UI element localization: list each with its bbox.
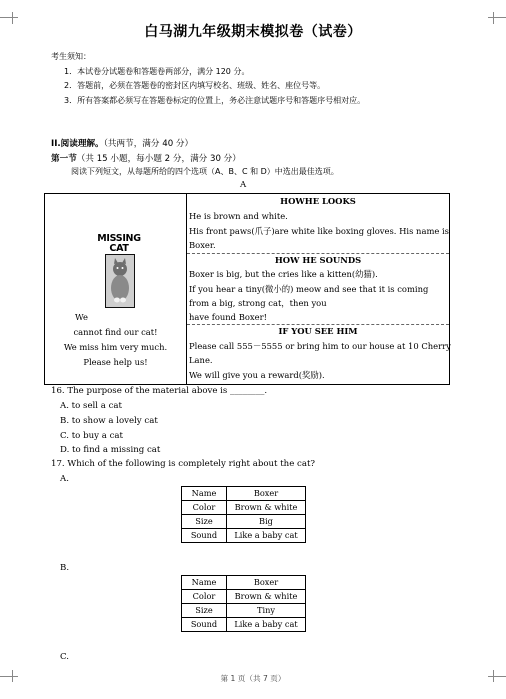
- table-value: Like a baby cat: [227, 618, 306, 632]
- question-16-option-c: C. to buy a cat: [60, 431, 123, 441]
- see-line-2: Lane.: [189, 355, 213, 365]
- option-a-table: [181, 486, 306, 543]
- table-value: Brown & white: [227, 590, 306, 604]
- looks-heading: HOWHE LOOKS: [280, 196, 356, 206]
- option-b-table: [181, 575, 306, 632]
- notice-item-1: 1．本试卷分试题卷和答题卷两部分，满分 120 分。: [64, 67, 250, 76]
- section-title: [51, 139, 193, 150]
- advert-left-line-3: We miss him very much.: [63, 342, 168, 352]
- table-key: Size: [182, 604, 227, 618]
- table-key: Name: [182, 576, 227, 590]
- question-17-option-a: A.: [60, 474, 69, 484]
- question-16-option-d: D. to find a missing cat: [60, 445, 161, 455]
- crop-mark-top-right-h: [488, 17, 506, 18]
- question-17-stem: 17. Which of the following is completely right about the cat?: [51, 459, 316, 469]
- missing-cat-poster: [89, 230, 149, 314]
- section-title-bold: II.阅读理解。: [51, 139, 104, 149]
- section-title-rest: （共两节，满分 40 分）: [103, 139, 194, 149]
- see-line-1: Please call 555－5555 or bring him to our house at 10 Cherry: [189, 341, 451, 351]
- table-value: Tiny: [227, 604, 306, 618]
- table-key: Name: [182, 487, 227, 501]
- table-row: [182, 618, 306, 632]
- table-value: Brown & white: [227, 501, 306, 515]
- instruction: 阅读下列短文，从每题所给的四个选项（A、B、C 和 D）中选出最佳选项。: [71, 167, 339, 176]
- advert-right-panel: [187, 194, 449, 384]
- table-key: Color: [182, 590, 227, 604]
- table-value: Big: [227, 515, 306, 529]
- looks-line-2: His front paws(爪子)are white like boxing gloves. His name is: [189, 226, 449, 236]
- table-key: Color: [182, 501, 227, 515]
- looks-line-3: Boxer.: [189, 240, 216, 250]
- cat-photo: [105, 254, 135, 308]
- table-row: [182, 604, 306, 618]
- sounds-line-2: If you hear a tiny(微小的) meow and see that it is coming: [189, 284, 429, 294]
- table-row: [182, 576, 306, 590]
- advert-left-line-2: cannot find our cat!: [73, 327, 158, 337]
- table-value: Boxer: [227, 487, 306, 501]
- table-key: Size: [182, 515, 227, 529]
- table-value: Boxer: [227, 576, 306, 590]
- part-title-bold: 第一节: [51, 154, 77, 164]
- poster-title-line1: MISSING: [97, 233, 141, 244]
- sounds-line-3: from a big, strong cat，then you: [189, 298, 327, 308]
- advert-left-line-4: Please help us!: [83, 357, 148, 367]
- table-row: [182, 487, 306, 501]
- table-key: Sound: [182, 529, 227, 543]
- question-17-option-c: C.: [60, 652, 70, 662]
- question-17-option-b: B.: [60, 563, 70, 573]
- crop-mark-top-left-h: [0, 17, 18, 18]
- table-row: [182, 529, 306, 543]
- sounds-line-1: Boxer is big, but the cries like a kitten(幼猫).: [189, 269, 378, 279]
- section-divider: [187, 324, 449, 325]
- question-16-option-b: B. to show a lovely cat: [60, 416, 158, 426]
- sounds-heading: HOW HE SOUNDS: [274, 255, 362, 265]
- notice-item-3: 3．所有答案都必须写在答题卷标定的位置上，务必注意试题序号和答题序号相对应。: [64, 96, 366, 105]
- page-title: 白马湖九年级期末模拟卷（试卷）: [144, 24, 362, 40]
- passage-letter: A: [240, 180, 247, 190]
- table-row: [182, 501, 306, 515]
- see-heading: IF YOU SEE HIM: [278, 326, 358, 336]
- crop-mark-top-left: [0, 12, 13, 24]
- question-16-option-a: A. to sell a cat: [60, 401, 122, 411]
- crop-mark-top-right: [493, 12, 506, 24]
- part-title: [51, 154, 241, 165]
- notice-heading: 考生须知：: [51, 52, 91, 61]
- cat-silhouette-icon: [106, 255, 134, 307]
- see-line-3: We will give you a reward(奖励).: [189, 370, 325, 380]
- table-key: Sound: [182, 618, 227, 632]
- part-title-rest: （共 15 小题，每小题 2 分，满分 30 分）: [76, 154, 241, 164]
- missing-cat-advert: [44, 193, 450, 385]
- notice-item-2: 2．答题前，必须在答题卷的密封区内填写校名、班级、姓名、座位号等。: [64, 81, 326, 90]
- advert-left-panel: [45, 194, 187, 384]
- table-row: [182, 515, 306, 529]
- looks-line-1: He is brown and white.: [189, 211, 288, 221]
- table-value: Like a baby cat: [227, 529, 306, 543]
- question-16-stem: 16. The purpose of the material above is ________.: [51, 386, 268, 396]
- page-footer: 第 1 页（共 7 页）: [220, 674, 286, 683]
- table-row: [182, 590, 306, 604]
- section-divider: [187, 253, 449, 254]
- sounds-line-4: have found Boxer!: [189, 312, 267, 322]
- advert-left-line-1: We: [75, 312, 88, 322]
- poster-title-line2: CAT: [109, 243, 129, 254]
